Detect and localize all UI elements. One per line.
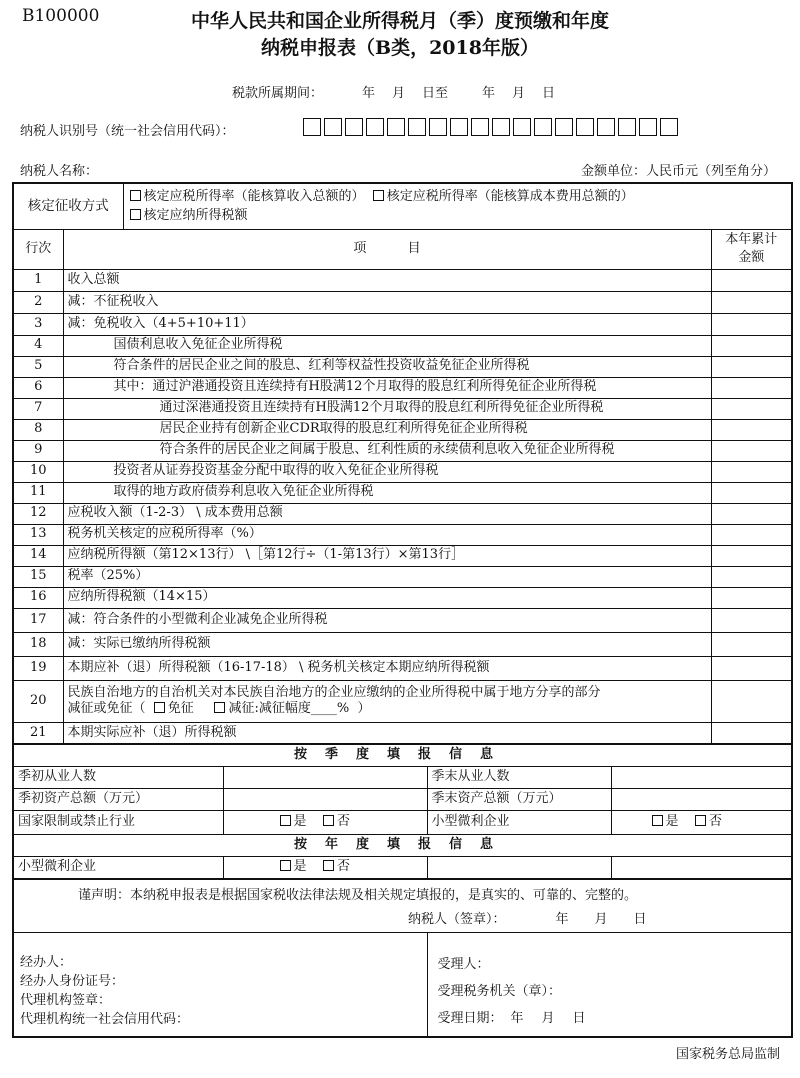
amount-cell[interactable] — [711, 545, 792, 566]
row-item: 应税收入额（1-2-3） \ 成本费用总额 — [63, 503, 711, 524]
restricted-no-checkbox[interactable] — [323, 815, 334, 826]
supervisor-note: 国家税务总局监制 — [675, 1047, 780, 1062]
signature-row — [13, 933, 792, 1037]
period-month2: 月 — [512, 86, 526, 101]
amount-cell[interactable] — [711, 503, 792, 524]
receive-year: 年 — [510, 1010, 524, 1026]
id-digit-box[interactable] — [345, 118, 363, 136]
levy-option2-checkbox[interactable] — [373, 190, 384, 201]
amount-cell[interactable] — [711, 524, 792, 545]
row-no: 12 — [13, 503, 63, 524]
handler-id-label: 经办人身份证号： — [20, 974, 125, 990]
annual-heading: 按年度填报信息 — [13, 834, 792, 856]
id-digit-box[interactable] — [618, 118, 636, 136]
amount-cell[interactable] — [711, 440, 792, 461]
agency-sign-label: 代理机构签章： — [20, 993, 112, 1009]
sign-day: 日 — [633, 912, 647, 927]
row20-prefix: 减征或免征（ — [67, 701, 146, 716]
small-micro-yes-label-q: 是 — [665, 813, 679, 829]
id-digit-box[interactable] — [471, 118, 489, 136]
sign-year: 年 — [555, 912, 569, 927]
taxpayer-signature-line — [18, 908, 787, 932]
table-row — [13, 722, 792, 744]
small-micro-yes-checkbox-q[interactable] — [652, 815, 663, 826]
levy-method-options — [123, 183, 792, 229]
table-row — [13, 656, 792, 680]
levy-option1-checkbox[interactable] — [130, 190, 141, 201]
restricted-yes-checkbox[interactable] — [280, 815, 291, 826]
end-employees-value[interactable] — [611, 766, 792, 788]
amount-cell[interactable] — [711, 680, 792, 722]
exempt-label: 免征 — [167, 701, 194, 716]
levy-option1-label: 核定应税所得率（能核算收入总额的） — [143, 189, 365, 205]
amount-cell[interactable] — [711, 722, 792, 744]
small-micro-no-label-a: 否 — [337, 859, 351, 875]
table-row — [13, 587, 792, 608]
row-item — [63, 680, 711, 722]
quarterly-heading: 按季度填报信息 — [13, 744, 792, 766]
amount-cell[interactable] — [711, 269, 792, 291]
period-day1: 日至 — [422, 86, 449, 101]
table-row — [13, 419, 792, 440]
table-row — [13, 566, 792, 587]
row-no: 14 — [13, 545, 63, 566]
table-row — [13, 503, 792, 524]
row-no: 8 — [13, 419, 63, 440]
reduce-checkbox[interactable] — [214, 702, 225, 713]
row-no: 6 — [13, 377, 63, 398]
row-no: 13 — [13, 524, 63, 545]
exempt-checkbox[interactable] — [154, 702, 165, 713]
table-row — [13, 461, 792, 482]
row-no: 1 — [13, 269, 63, 291]
handler-label: 经办人： — [20, 955, 73, 971]
annual-row — [13, 856, 792, 879]
row-no: 17 — [13, 608, 63, 632]
amount-cell[interactable] — [711, 461, 792, 482]
table-row — [13, 313, 792, 335]
row-no: 7 — [13, 398, 63, 419]
table-row — [13, 377, 792, 398]
amount-cell[interactable] — [711, 291, 792, 313]
row-item: 投资者从证券投资基金分配中取得的收入免征企业所得税 — [63, 461, 711, 482]
small-micro-label-q: 小型微利企业 — [427, 810, 611, 834]
row-no: 18 — [13, 632, 63, 656]
start-assets-value[interactable] — [223, 788, 427, 810]
levy-method-row — [13, 183, 792, 229]
levy-method-label: 核定征收方式 — [13, 183, 123, 229]
table-row — [13, 440, 792, 461]
row-item: 国债利息收入免征企业所得税 — [63, 335, 711, 356]
tax-period — [232, 82, 555, 101]
row-item: 本期应补（退）所得税额（16-17-18） \ 税务机关核定本期应纳所得税额 — [63, 656, 711, 680]
quarterly-row — [13, 810, 792, 834]
id-digit-box[interactable] — [429, 118, 447, 136]
start-employees-label: 季初从业人数 — [13, 766, 223, 788]
header-amount — [711, 229, 792, 269]
id-digit-box[interactable] — [660, 118, 678, 136]
id-digit-box[interactable] — [534, 118, 552, 136]
id-digit-box[interactable] — [492, 118, 510, 136]
row-item: 应纳税所得额（第12×13行） \［第12行÷（1-第13行）×第13行］ — [63, 545, 711, 566]
id-digit-box[interactable] — [387, 118, 405, 136]
end-assets-label: 季末资产总额（万元） — [427, 788, 611, 810]
receive-date — [438, 1009, 788, 1028]
period-month1: 月 — [392, 86, 406, 101]
header-amount-line1: 本年累计 — [725, 232, 778, 248]
small-micro-choice-a — [223, 856, 427, 879]
tax-period-label: 税款所属期间： — [232, 86, 324, 101]
row-item: 应纳所得税额（14×15） — [63, 587, 711, 608]
annual-blank-cell — [611, 856, 792, 879]
levy-option2-label: 核定应税所得率（能核算成本费用总额的） — [386, 189, 634, 205]
row-item: 取得的地方政府债券利息收入免征企业所得税 — [63, 482, 711, 503]
small-micro-no-label-q: 否 — [709, 813, 723, 829]
taxpayer-id-label: 纳税人识别号（统一社会信用代码）： — [20, 124, 235, 139]
id-digit-box[interactable] — [450, 118, 468, 136]
tax-authority-label: 受理税务机关（章）： — [437, 983, 562, 999]
table-row — [13, 356, 792, 377]
table-row — [13, 482, 792, 503]
declaration-table — [12, 182, 793, 1038]
amount-cell[interactable] — [711, 632, 792, 656]
id-digit-box[interactable] — [639, 118, 657, 136]
row-no: 5 — [13, 356, 63, 377]
table-row — [13, 269, 792, 291]
restricted-industry-choice — [223, 810, 427, 834]
table-row — [13, 335, 792, 356]
agent-block — [13, 933, 427, 1037]
declaration-block — [13, 879, 792, 933]
row20-line1: 民族自治地方的自治机关对本民族自治地方的企业应缴纳的企业所得税中属于地方分享的部分 — [67, 684, 601, 700]
reduce-label: 减征:减征幅度____% — [228, 701, 350, 716]
id-digit-box[interactable] — [513, 118, 531, 136]
row-no: 19 — [13, 656, 63, 680]
amount-cell[interactable] — [711, 356, 792, 377]
header-amount-line2: 金额 — [738, 250, 765, 265]
form-title-line2: 纳税申报表（B类，2018年版） — [261, 37, 539, 59]
row-item: 符合条件的居民企业之间属于股息、红利性质的永续债利息收入免征企业所得税 — [63, 440, 711, 461]
table-header — [13, 229, 792, 269]
id-digit-box[interactable] — [324, 118, 342, 136]
row-no: 3 — [13, 313, 63, 335]
id-digit-box[interactable] — [597, 118, 615, 136]
form-title-line1: 中华人民共和国企业所得税月（季）度预缴和年度 — [190, 10, 609, 32]
row-item: 减：实际已缴纳所得税额 — [63, 632, 711, 656]
row-no: 20 — [13, 680, 63, 722]
id-digit-box[interactable] — [303, 118, 321, 136]
row-item: 符合条件的居民企业之间的股息、红利等权益性投资收益免征企业所得税 — [63, 356, 711, 377]
row20-suffix: ） — [357, 701, 371, 716]
header-item: 项 目 — [63, 229, 711, 269]
start-assets-label: 季初资产总额（万元） — [13, 788, 223, 810]
receive-day: 日 — [572, 1010, 586, 1026]
small-micro-yes-checkbox-a[interactable] — [280, 860, 291, 871]
end-employees-label: 季末从业人数 — [427, 766, 611, 788]
taxpayer-id-boxes[interactable] — [303, 118, 678, 136]
id-digit-box[interactable] — [555, 118, 573, 136]
quarterly-row — [13, 788, 792, 810]
header-row-no: 行次 — [13, 229, 63, 269]
restricted-no-label: 否 — [337, 813, 351, 829]
amount-cell[interactable] — [711, 335, 792, 356]
declaration-row — [13, 879, 792, 933]
taxpayer-name-label: 纳税人名称： — [20, 164, 99, 179]
small-micro-no-checkbox-q[interactable] — [695, 815, 706, 826]
row-no: 16 — [13, 587, 63, 608]
id-digit-box[interactable] — [408, 118, 426, 136]
receive-date-label: 受理日期： — [437, 1010, 503, 1026]
levy-option3-checkbox[interactable] — [130, 209, 141, 220]
amount-cell[interactable] — [711, 608, 792, 632]
receiver-label: 受理人： — [437, 956, 490, 972]
id-digit-box[interactable] — [366, 118, 384, 136]
amount-cell[interactable] — [711, 398, 792, 419]
small-micro-no-checkbox-a[interactable] — [323, 860, 334, 871]
table-row — [13, 680, 792, 722]
table-row — [13, 632, 792, 656]
small-micro-yes-label-a: 是 — [293, 859, 307, 875]
agency-code-label: 代理机构统一社会信用代码： — [20, 1012, 190, 1028]
row-no: 21 — [13, 722, 63, 744]
amount-unit: 金额单位：人民币元（列至角分） — [580, 164, 776, 179]
small-micro-choice-q — [611, 810, 792, 834]
table-row — [13, 608, 792, 632]
row-item: 其中：通过沪港通投资且连续持有H股满12个月取得的股息红利所得免征企业所得税 — [63, 377, 711, 398]
row-item: 税务机关核定的应税所得率（%） — [63, 524, 711, 545]
id-digit-box[interactable] — [576, 118, 594, 136]
amount-cell[interactable] — [711, 419, 792, 440]
quarterly-heading-row — [13, 744, 792, 766]
row-no: 9 — [13, 440, 63, 461]
amount-cell[interactable] — [711, 377, 792, 398]
receiver-block — [427, 933, 792, 1037]
annual-blank-cell — [427, 856, 611, 879]
row20-line2 — [68, 701, 707, 717]
taxpayer-sign-label: 纳税人（签章）： — [408, 912, 506, 927]
table-row — [13, 291, 792, 313]
amount-cell[interactable] — [711, 566, 792, 587]
declaration-text: 谨声明：本纳税申报表是根据国家税收法律法规及相关规定填报的，是真实的、可靠的、完整的。 — [78, 888, 638, 903]
amount-cell[interactable] — [711, 482, 792, 503]
table-row — [13, 545, 792, 566]
row-item: 居民企业持有创新企业CDR取得的股息红利所得免征企业所得税 — [63, 419, 711, 440]
row-item: 减：免税收入（4+5+10+11） — [63, 313, 711, 335]
receive-month: 月 — [541, 1010, 555, 1026]
levy-option3-label: 核定应纳所得税额 — [143, 208, 248, 224]
restricted-industry-label: 国家限制或禁止行业 — [13, 810, 223, 834]
row-item: 通过深港通投资且连续持有H股满12个月取得的股息红利所得免征企业所得税 — [63, 398, 711, 419]
amount-cell[interactable] — [711, 587, 792, 608]
amount-cell[interactable] — [711, 656, 792, 680]
row-no: 15 — [13, 566, 63, 587]
row-item: 税率（25%） — [63, 566, 711, 587]
period-day2: 日 — [542, 86, 556, 101]
row-no: 10 — [13, 461, 63, 482]
end-assets-value[interactable] — [611, 788, 792, 810]
row-item: 本期实际应补（退）所得税额 — [63, 722, 711, 744]
restricted-yes-label: 是 — [293, 813, 307, 829]
row-item: 减：符合条件的小型微利企业减免企业所得税 — [63, 608, 711, 632]
small-micro-label-a: 小型微利企业 — [13, 856, 223, 879]
row-no: 4 — [13, 335, 63, 356]
table-row — [13, 524, 792, 545]
period-year2: 年 — [482, 86, 496, 101]
amount-cell[interactable] — [711, 313, 792, 335]
period-year1: 年 — [362, 86, 376, 101]
start-employees-value[interactable] — [223, 766, 427, 788]
row-item: 减：不征税收入 — [63, 291, 711, 313]
row-no: 2 — [13, 291, 63, 313]
form-code: B100000 — [22, 6, 100, 26]
annual-heading-row — [13, 834, 792, 856]
table-row — [13, 398, 792, 419]
row-no: 11 — [13, 482, 63, 503]
row-item: 收入总额 — [63, 269, 711, 291]
quarterly-row — [13, 766, 792, 788]
sign-month: 月 — [594, 912, 608, 927]
